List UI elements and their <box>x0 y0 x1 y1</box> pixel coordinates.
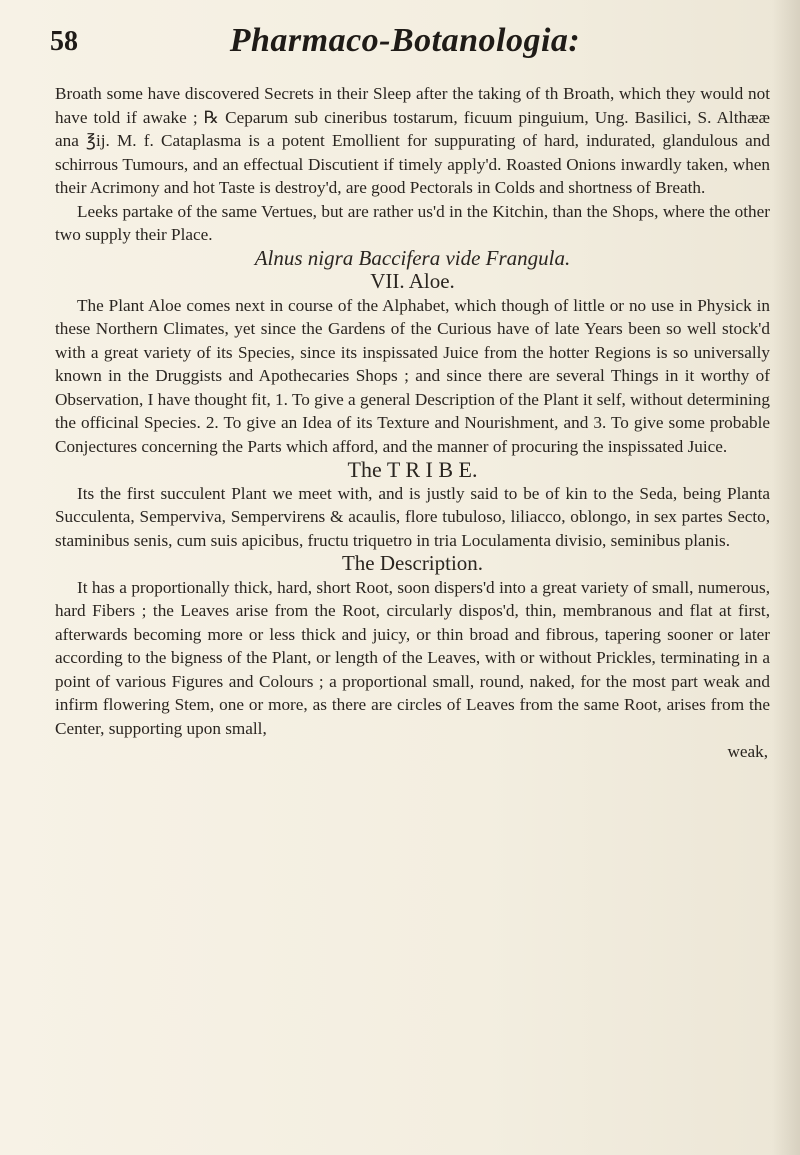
paragraph-aloe-intro: The Plant Aloe comes next in course of the Alphabet, which though of little or no use in Physick in these Northern Climates, yet since the Gardens of the Curious have of late Years been so well stock'd with a great variety of its Species, since its inspissated Juice from the hotter Regions is so universally known in the Druggists and Apothecaries Shops ; and since there are several Things in it worthy of Observation, I have thought fit, 1. To give a general Description of the Plant it self, without determining the officinal Species. 2. To give an Idea of its Texture and Nourishment, and 3. To give some probable Conjectures concerning the Parts which afford, and the manner of procuring the inspissated Juice. <box>55 295 770 456</box>
heading-aloe: VII. Aloe. <box>370 269 455 293</box>
heading-description: The Description. <box>341 551 484 575</box>
paragraph-leeks: Leeks partake of the same Vertues, but are rather us'd in the Kitchin, than the Shops, where the other two supply their Place. <box>55 201 770 244</box>
paragraph-onions: Broath some have discovered Secrets in their Sleep after the taking of th Broath, which they would not have told if awake ; ℞ Ceparum sub cineribus tostarum, ficuum pinguium, Ung. Basilici, S. Althææ ana ℥ij. M. f. Cataplasma is a potent Emollient for suppurating of hard, indurated, glandulous and schirrous Tumours, and an effectual Discutient if timely apply'd. Roasted Onions inwardly taken, when their Acrimony and hot Taste is destroy'd, are good Pectorals in Colds and shortness of Breath. <box>55 84 770 197</box>
page-number: 58 <box>50 26 78 57</box>
page-edge-shadow <box>772 0 800 1155</box>
paragraph-tribe: Its the first succulent Plant we meet with, and is justly said to be of kin to the Seda, being Planta Succulenta, Semperviva, Sempervirens & acaulis, flore tubuloso, liliacco, oblongo, in sex partes Secto, staminibus senis, cum suis apicibus, fructu triquetro in tria Loculamenta divisio, seminibus planis. <box>55 483 770 550</box>
catchword: weak, <box>727 742 768 761</box>
heading-alnus: Alnus nigra Baccifera vide Frangula. <box>254 245 571 270</box>
page-header <box>50 18 760 68</box>
paragraph-description: It has a proportionally thick, hard, short Root, soon dispers'd into a great variety of small, numerous, hard Fibers ; the Leaves arise from the Root, circularly dispos'd, thin, membranous and flat at first, afterwards becoming more or less thick and juicy, or thin broad and fibrous, tapering sooner or later according to the bigness of the Plant, or length of the Leaves, with or without Prickles, terminating in a point of various Figures and Colours ; a proportional small, round, naked, for the most part weak and infirm flowering Stem, one or more, as there are circles of Leaves from the same Root, arises from the Center, supporting upon small, <box>55 577 770 738</box>
running-title: Pharmaco-Botanologia: <box>229 22 581 59</box>
body-text <box>55 82 770 764</box>
heading-tribe: The T R I B E. <box>347 457 478 482</box>
